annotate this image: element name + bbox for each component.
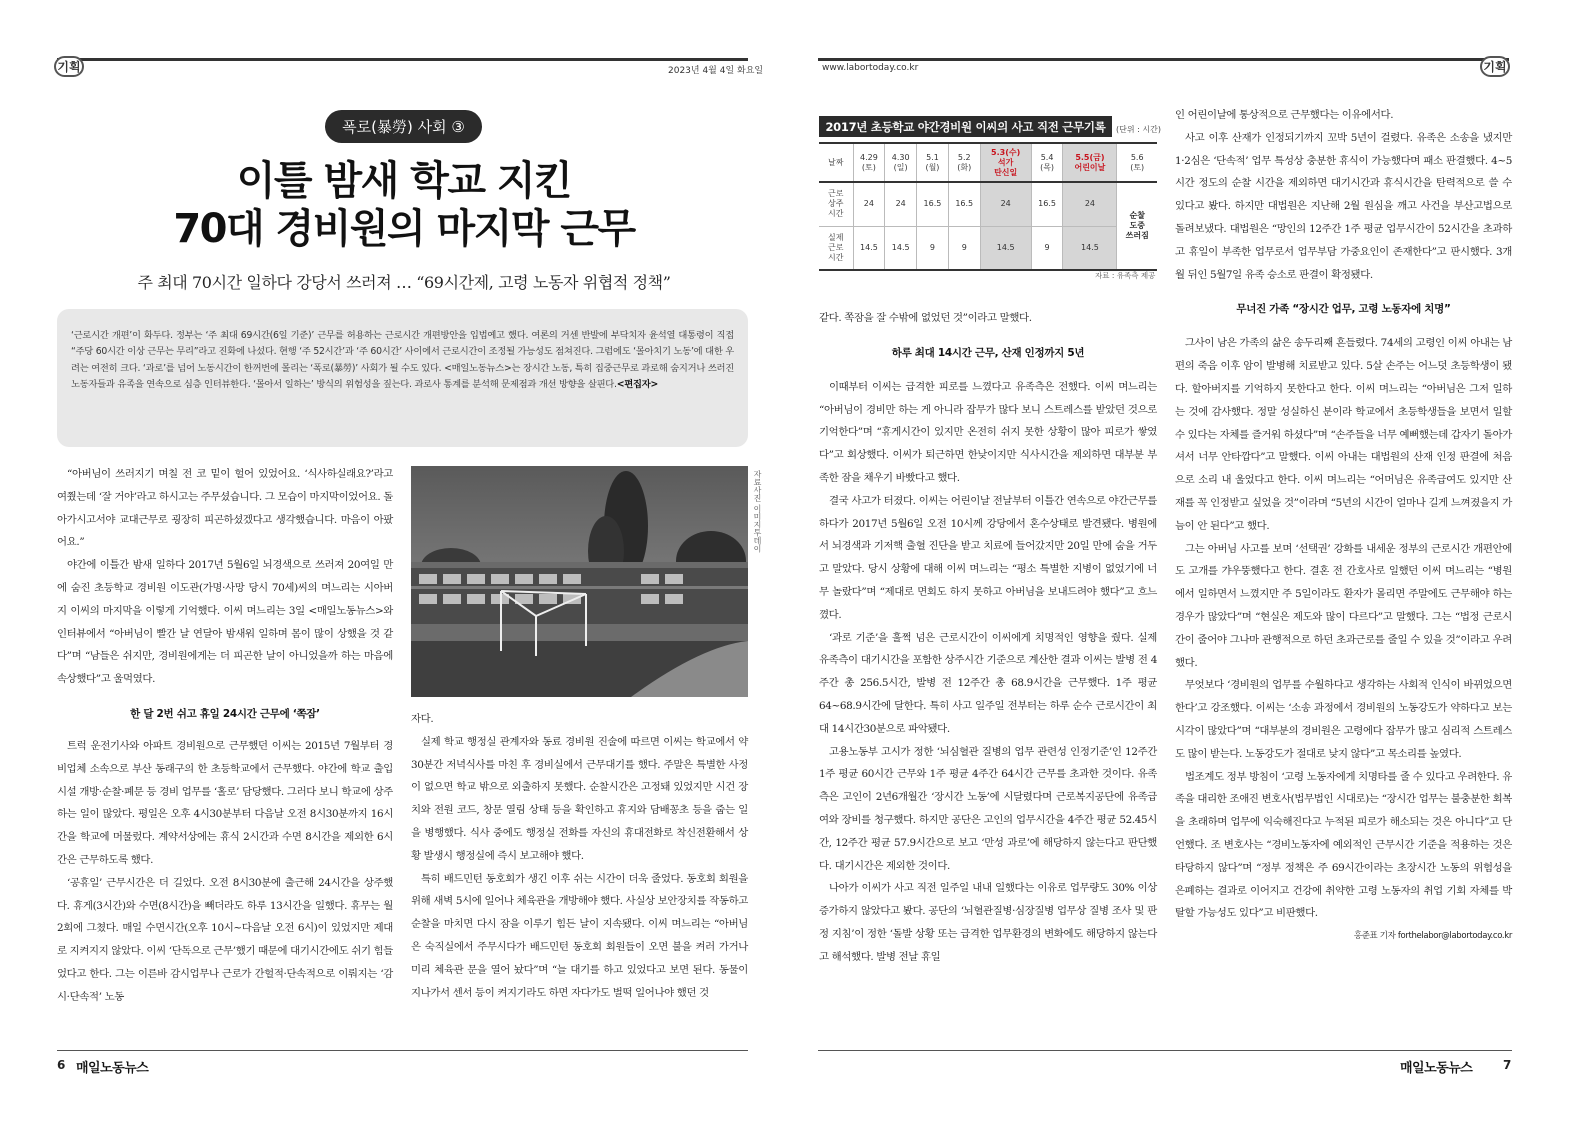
paragraph: 인 어린이날에 통상적으로 근무했다는 이유에서다. [1175,109,1394,121]
lead-box [57,309,748,447]
date-cell: 5.6 (토) [1117,143,1157,182]
paragraph: 특히 배드민턴 동호회가 생긴 이후 쉬는 시간이 더욱 줄었다. 동호회 회원을 위해 새벽 5시에 일어나 체육관을 개방해야 했다. 사실상 보안장치를 작동하고 순찰을 마치면 다시 잠을 이루기 힘든 날이 지속됐다. 이씨 며느리는 “아버님은 숙직실에서 주무시다가 배드민턴 동호회 회원들이 오면 불을 켜러 가거나 미리 체육관 문을 열어 놨다”며 “늘 대기를 하고 있었다고 보면 된다. 동물이 지나가서 센서 등이 켜지기라도 하면 자다가도 벌떡 일어나야 했던 것 [411,872,748,999]
lead-paragraph [71,328,734,394]
byline: 홍준표 기자 forthelabor@labortoday.co.kr [1353,931,1512,942]
page-number-right: 7 [1503,1058,1512,1072]
paragraph: 실제 학교 행정실 관계자와 동료 경비원 진술에 따르면 이씨는 학교에서 약 30분간 저녁식사를 마친 후 경비실에서 근무대기를 했다. 주말은 특별한 사정이 없으면 학교 밖으로 외출하지 못했다. 순찰시간은 고정돼 있었지만 시건 장치와 전원 코드, 창문 열림 상태 등을 확인하고 휴지와 담배꽁초 등을 줍는 일을 병행했다. 식사 중에도 행정실 전화를 자신의 휴대전화로 착신전환해서 상황 발생시 행정실에 즉시 보고해야 했다. [411,735,748,862]
date-cell-holiday: 5.3(수) 석가 탄신일 [980,143,1031,182]
table-unit: (단위 : 시간) [1116,125,1161,134]
paragraph: ‘과로 기준’을 훌쩍 넘은 근로시간이 이씨에게 치명적인 영향을 줬다. 실제 유족측이 대기시간을 포함한 상주시간 기준으로 계산한 결과 이씨는 발병 전 4주간 총 256.5시간, 발병 전 12주간 총 68.9시간을 근무했다. 1주 평균 64~68.9시간에 달한다. 특히 사고 일주일 전부터는 하루 순수 근로시간이 최대 14시간30분으로 파악됐다. [819,631,1157,735]
paragraph: 고용노동부 고시가 정한 ‘뇌심혈관 질병의 업무 관련성 인정기준’인 12주간 1주 평균 60시간 근무와 1주 평균 4주간 64시간 근무를 초과한 것이다. 유족측은 고인이 2년6개월간 ‘장시간 노동’에 시달렸다며 근로복지공단에 유족급여와 장비를 청구했다. 하지만 공단은 고인의 업무시간을 4주간 평균 52.45시간, 12주간 평균 57.9시간으로 보고 ‘만성 과로’에 해당하지 않는다고 판단했다. 대기시간은 제외한 것이다. [819,745,1157,872]
issue-date: 2023년 4월 4일 화요일 [668,66,764,76]
headline-line-2: 70대 경비원의 마지막 근무 [173,206,635,252]
date-cell-holiday: 5.5(금) 어린이날 [1063,143,1117,182]
article-column-2 [411,708,748,1004]
value-cell: 16.5 [917,182,949,226]
date-cell: 5.2 (화) [948,143,980,182]
article-column-1 [57,463,393,1009]
value-cell: 24 [1063,182,1117,226]
lead-text: ‘근로시간 개편’이 화두다. 정부는 ‘주 최대 69시간(6일 기준)’ 근무를 허용하는 근로시간 개편방안을 입법예고 했다. 여론의 거센 반발에 부닥치자 윤석열 대통령이 직접 “주당 60시간 이상 근무는 무리”라고 진화에 나섰다. 현행 ‘주 52시간’과 ‘주 60시간’ 사이에서 근로시간이 조정될 가능성도 점쳐진다. 그럼에도 ‘몰아치기 노동’에 대한 우려는 여전히 크다. ‘과로’를 넘어 노동시간이 한꺼번에 몰리는 ‘폭로(暴勞)’ 사회가 될 수도 있다. <매일노동뉴스>는 장시간 노동, 특히 집중근무로 과로해 숨지거나 쓰러진 노동자들과 유족을 연속으로 심층 인터뷰한다. ‘몰아서 일하는’ 방식의 위험성을 짚는다. 과로사 통계를 분석해 문제점과 개선 방향을 살핀다. [71,330,735,391]
school-photo [411,466,748,697]
subheading: 하루 최대 14시간 근무, 산재 인정까지 5년 [891,346,1085,359]
date-cell: 4.29 (토) [853,143,885,182]
value-cell: 14.5 [853,226,885,270]
subheading: 무너진 가족 “장시간 업무, 고령 노동자에 치명” [1236,303,1451,316]
paragraph: 야간에 이틀간 밤새 일하다 2017년 5월6일 뇌경색으로 쓰러져 20여일 만에 숨진 초등학교 경비원 이도관(가명·사망 당시 70세)씨의 며느리는 시아버지 이씨의 마지막을 이렇게 기억했다. 이씨 며느리는 3일 <매일노동뉴스>와 인터뷰에서 “아버님이 빨간 날 연달아 밤새워 일하며 몸이 많이 상했을 것 같다”며 “남들은 쉬지만, 경비원에게는 더 피곤한 날이 아니었을까 하는 마음에 속상했다”고 울먹였다. [57,559,393,686]
paragraph: 사고 이후 산재가 인정되기까지 꼬박 5년이 걸렸다. 유족은 소송을 냈지만 1·2심은 ‘단속적’ 업무 특성상 충분한 휴식이 가능했다며 패소 판결했다. 4~5시간 정도의 순찰 시간을 제외하면 대기시간과 휴식시간을 탄력적으로 쓸 수 있다고 봤다. 하지만 대법원은 지난해 2월 원심을 깨고 사건을 부산고법으로 돌려보냈다. 대법원은 “망인의 12주간 1주 평균 업무시간이 52시간을 초과하고 휴일이 부족한 업무로서 업무부담 가중요인이 존재한다”고 판시했다. 3개월 뒤인 5월7일 유족 승소로 판결이 확정됐다. [1175,131,1512,281]
table-source: 자료 : 유족측 제공 [1095,271,1156,280]
series-kicker: 폭로(暴勞) 사회 ③ [325,110,482,143]
paragraph: 트럭 운전기사와 아파트 경비원으로 근무했던 이씨는 2015년 7월부터 경비업체 소속으로 부산 동래구의 한 초등학교에서 근무했다. 야간에 학교 출입시설 개방·순찰·폐문 등 경비 업무를 ‘홀로’ 담당했다. 그러다 보니 학교에 상주하는 일이 많았다. 평일은 오후 4시30분부터 다음날 오전 8시30분까지 16시간을 학교에 머물렀다. 계약서상에는 휴식 2시간과 수면 8시간을 제외한 6시간은 근무하도록 했다. [57,739,393,866]
paragraph: 자다. [411,713,434,725]
footer-rule [57,1050,748,1051]
table-row [819,182,1157,226]
paragraph: 나아가 이씨가 사고 직전 일주일 내내 일했다는 이유로 업무량도 30% 이상 증가하지 않았다고 봤다. 공단의 ‘뇌혈관질병·심장질병 업무상 질병 조사 및 판정 지침’이 정한 ‘돌발 상황 또는 급격한 업무환경의 변화에도 해당하지 않는다고 해석했다. 발병 전날 휴일 [819,882,1157,963]
school-building-image [411,466,748,697]
lead-signature: <편집자> [616,379,659,391]
value-cell: 9 [1031,226,1063,270]
section-label-left: 기획 [54,56,84,77]
paragraph: 같다. 쪽잠을 잘 수밖에 없었던 것”이라고 말했다. [819,312,1032,324]
table-row [819,143,1157,182]
table-row [819,226,1157,270]
paragraph: 그는 아버님 사고를 보며 ‘선택권’ 강화를 내세운 정부의 근로시간 개편안에도 고개를 갸우뚱했다고 한다. 결혼 전 간호사로 일했던 이씨 며느리는 “병원에서 일하면서 느꼈지만 주 5일이라도 환자가 몰리면 주말에도 근무해야 하는 경우가 많았다”며 “현실은 제도와 많이 다르다”고 말했다. 그는 “법정 근로시간이 줄어야 그나마 관행적으로 하던 초과근로를 줄일 수 있을 것”이라고 우려했다. [1175,542,1512,669]
photo-credit: 자료사진 이미지투데이 [753,470,762,553]
table-title: 2017년 초등학교 야간경비원 이씨의 사고 직전 근무기록 [819,116,1112,137]
table-row-header: 날짜 [819,143,853,182]
header-rule [818,58,1509,61]
page-number-left: 6 [57,1058,66,1072]
paragraph: 법조계도 정부 방침이 ‘고령 노동자에게 치명타를 줄 수 있다고 우려한다. 유족을 대리한 조애진 변호사(법무법인 시대로)는 “장시간 업무는 불충분한 회복을 초래하며 업무에 익숙해진다고 누적된 피로가 해소되는 것은 아니다”고 단언했다. 조 변호사는 “경비노동자에 예외적인 근무시간 기준을 적용하는 것은 타당하지 않다”며 “정부 정책은 주 69시간이라는 초장시간 노동의 위험성을 은폐하는 결과로 이어지고 건강에 취약한 고령 노동자의 취업 기회 자체를 박탈할 가능성도 있다”고 비판했다. [1175,770,1512,920]
date-cell: 4.30 (일) [885,143,917,182]
article-column-4 [1175,104,1512,948]
section-label-right: 기획 [1480,56,1510,77]
header-rule [57,58,748,61]
subheading: 한 달 2번 쉬고 휴일 24시간 근무에 ‘쪽잠’ [130,707,320,720]
value-cell: 24 [885,182,917,226]
date-cell: 5.4 (목) [1031,143,1063,182]
value-cell: 9 [917,226,949,270]
paragraph: 이때부터 이씨는 급격한 피로를 느꼈다고 유족측은 전했다. 이씨 며느리는 “아버님이 경비만 하는 게 아니라 잡무가 많다 보니 스트레스를 받았던 것으로 기억한다”며 “휴게시간이 있지만 온전히 쉬지 못한 상황이 많아 피로가 쌓였다”고 회상했다. 이씨가 퇴근하면 한낮이지만 식사시간을 제외하면 대부분 부족한 잠을 채우기 바빴다고 했다. [819,380,1157,484]
value-cell: 24 [980,182,1031,226]
row-label: 실제 근로 시간 [819,226,853,270]
collapse-note: 순찰 도중 쓰러짐 [1117,182,1157,270]
website-url: www.labortoday.co.kr [822,63,919,73]
headline-line-1: 이틀 밤새 학교 지킨 [236,158,572,204]
value-cell: 24 [853,182,885,226]
value-cell: 14.5 [885,226,917,270]
paragraph: 무엇보다 ‘경비원의 업무를 수월하다고 생각하는 사회적 인식이 바뀌었으면 한다’고 강조했다. 이씨는 ‘소송 과정에서 경비원의 노동강도가 약하다고 보는 시각이 많았다”며 “대부분의 경비원은 고령에다 잡무가 많고 심리적 스트레스도 많이 받는다. 노동강도가 절대로 낮지 않다”고 목소리를 높였다. [1175,679,1512,760]
article-column-3 [819,307,1157,969]
work-record-table [819,142,1157,271]
value-cell: 16.5 [1031,182,1063,226]
paper-logo-right: 매일노동뉴스 [1400,1061,1473,1076]
value-cell: 16.5 [948,182,980,226]
paper-logo-left: 매일노동뉴스 [76,1061,149,1076]
footer-rule [818,1050,1512,1051]
paragraph: “아버님이 쓰러지기 며칠 전 코 밑이 헐어 있었어요. ‘식사하실래요?’라고 여쭸는데 ‘잘 거야’라고 하시고는 주무셨습니다. 그 모습이 마지막이었어요. 돌아가시고서야 교대근무로 굉장히 피곤하셨겠다고 생각했습니다. 마음이 아팠어요.” [57,468,393,549]
row-label: 근로 상주 시간 [819,182,853,226]
paragraph: 그사이 남은 가족의 삶은 송두리째 흔들렸다. 74세의 고령인 이씨 아내는 남편의 죽음 이후 암이 발병해 치료받고 있다. 5살 손주는 어느덧 초등학생이 됐다. 할아버지를 기억하지 못한다고 한다. 이씨 며느리는 “아버님은 그저 일하는 것에 감사했다. 정말 성실하신 분이라 학교에서 초등학생들을 보면서 일할 수 있다는 자체를 즐거워 하셨다”며 “손주들을 너무 예뻐했는데 갑자기 돌아가셔서 너무 안타깝다”고 말했다. 이씨 아내는 대법원의 산재 인정 판결에 처음으로 소리 내 울었다고 한다. 이씨 며느리는 “어머님은 유족급여도 있지만 산재를 꼭 인정받고 싶었을 것”이라며 “5년의 시간이 얼마나 길게 느껴졌을지 가늠이 안 된다”고 했다. [1175,337,1512,532]
date-cell: 5.1 (월) [917,143,949,182]
subtitle: 주 최대 70시간 일하다 강당서 쓰러져 … “69시간제, 고령 노동자 위협적 정책” [137,273,671,292]
value-cell: 9 [948,226,980,270]
paragraph: 결국 사고가 터졌다. 이씨는 어린이날 전날부터 이틀간 연속으로 야간근무를 하다가 2017년 5월6일 오전 10시께 강당에서 혼수상태로 발견됐다. 병원에서 뇌경색과 기저핵 출혈 진단을 받고 치료에 들어갔지만 20일 만에 숨을 거두고 말았다. 당시 상황에 대해 이씨 며느리는 “평소 특별한 지병이 없었기에 너무 놀랐다”며 “제대로 면회도 하지 못하고 아버님을 보내드려야 했다”고 흐느꼈다. [819,494,1157,621]
paragraph: ‘공휴일’ 근무시간은 더 길었다. 오전 8시30분에 출근해 24시간을 상주했다. 휴게(3시간)와 수면(8시간)을 빼더라도 하루 13시간을 일했다. 휴무는 월 2회에 그쳤다. 매일 수면시간(오후 10시~다음날 오전 6시)이 있었지만 제대로 지켜지지 않았다. 이씨 ‘단독으로 근무’했기 때문에 대기시간에도 쉬기 힘들었다고 한다. 그는 이른바 감시업무나 근로가 간헐적·단속적으로 이뤄지는 ‘감시·단속적’ 노동 [57,876,393,1003]
value-cell: 14.5 [980,226,1031,270]
value-cell: 14.5 [1063,226,1117,270]
